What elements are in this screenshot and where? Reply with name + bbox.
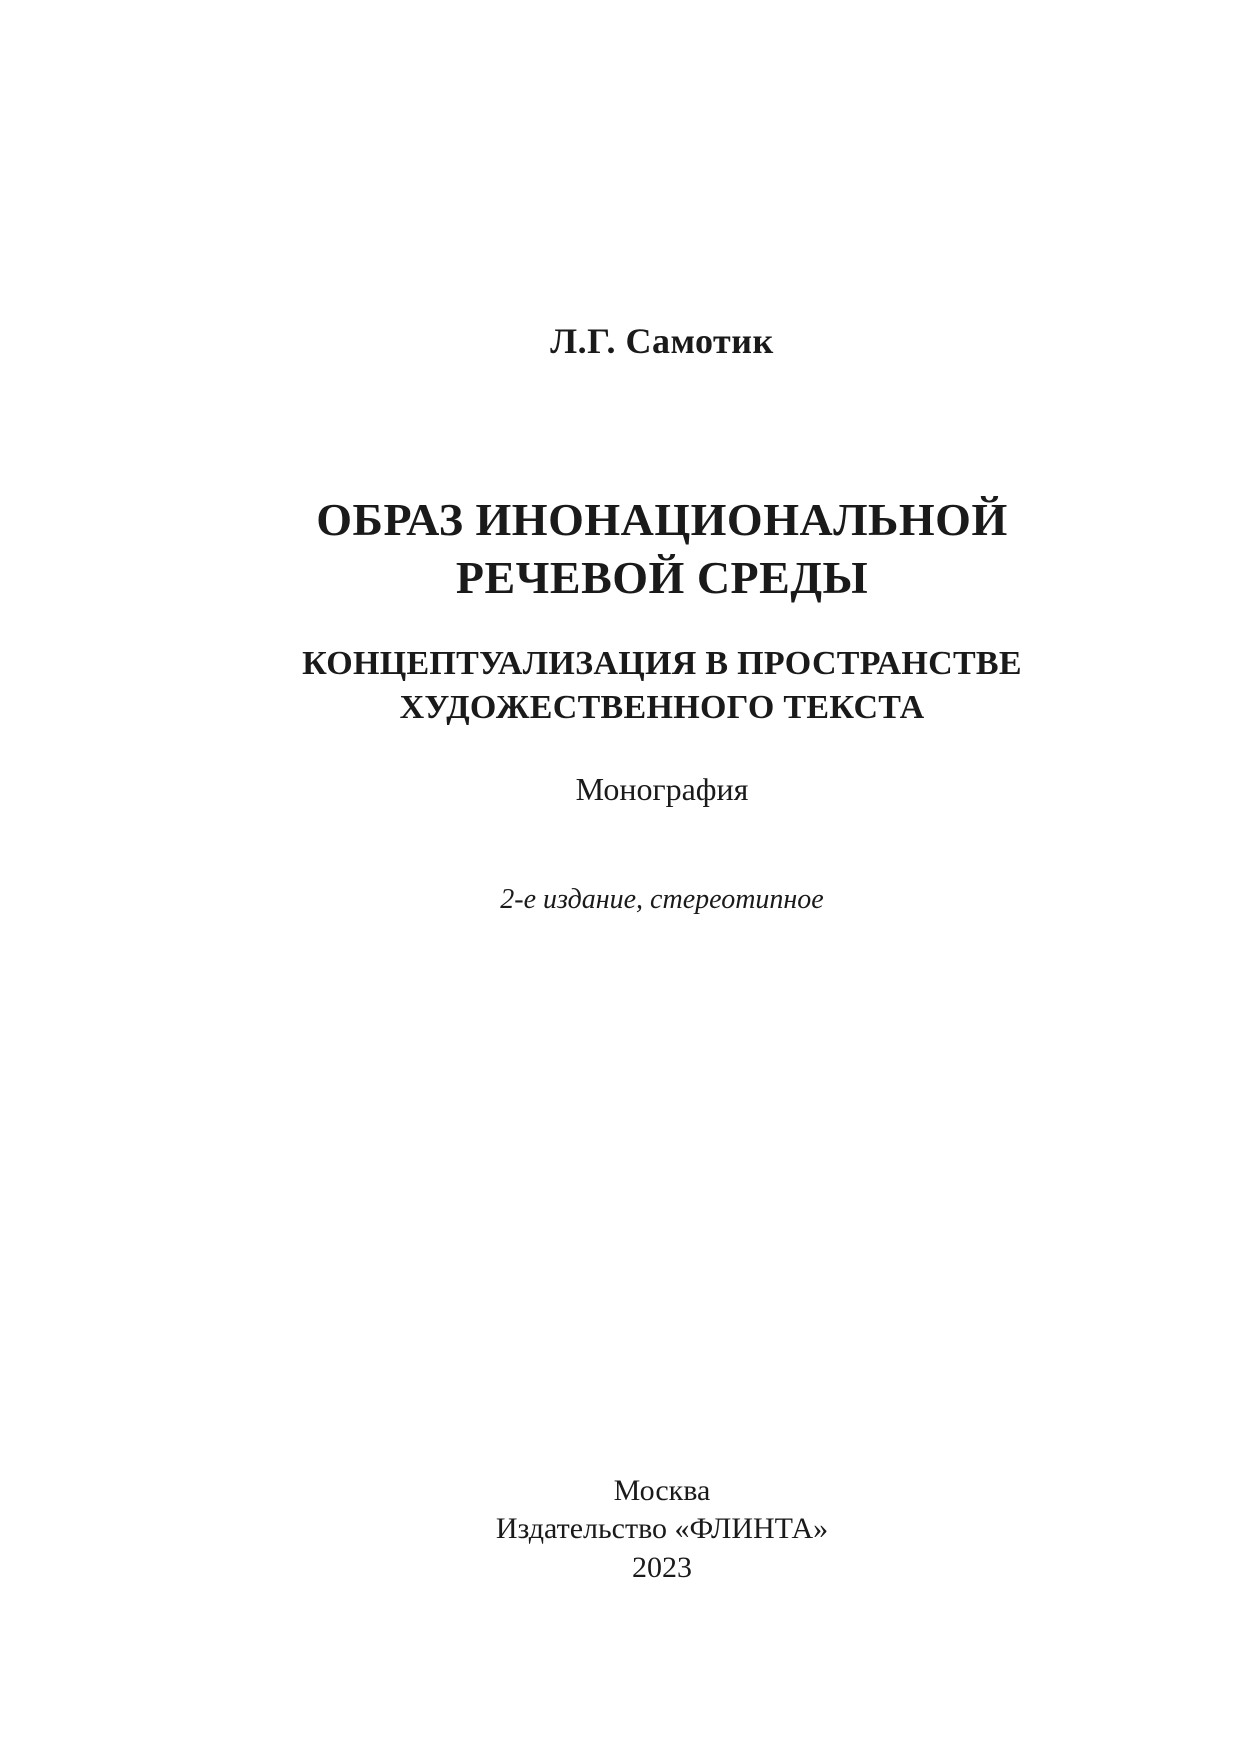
edition-note: 2-е издание, стереотипное <box>500 884 824 915</box>
imprint-year: 2023 <box>632 1551 692 1584</box>
book-title-line-1: ОБРАЗ ИНОНАЦИОНАЛЬНОЙ <box>316 494 1008 545</box>
book-title-line-2: РЕЧЕВОЙ СРЕДЫ <box>455 552 869 603</box>
imprint-publisher: Издательство «ФЛИНТА» <box>495 1512 829 1545</box>
book-subtitle-line-1: КОНЦЕПТУАЛИЗАЦИЯ В ПРОСТРАНСТВЕ <box>302 645 1022 682</box>
imprint-city: Москва <box>613 1474 711 1507</box>
genre-label: Монография <box>575 771 749 807</box>
author-name: Л.Г. Самотик <box>550 321 774 361</box>
book-subtitle-line-2: ХУДОЖЕСТВЕННОГО ТЕКСТА <box>399 689 925 726</box>
